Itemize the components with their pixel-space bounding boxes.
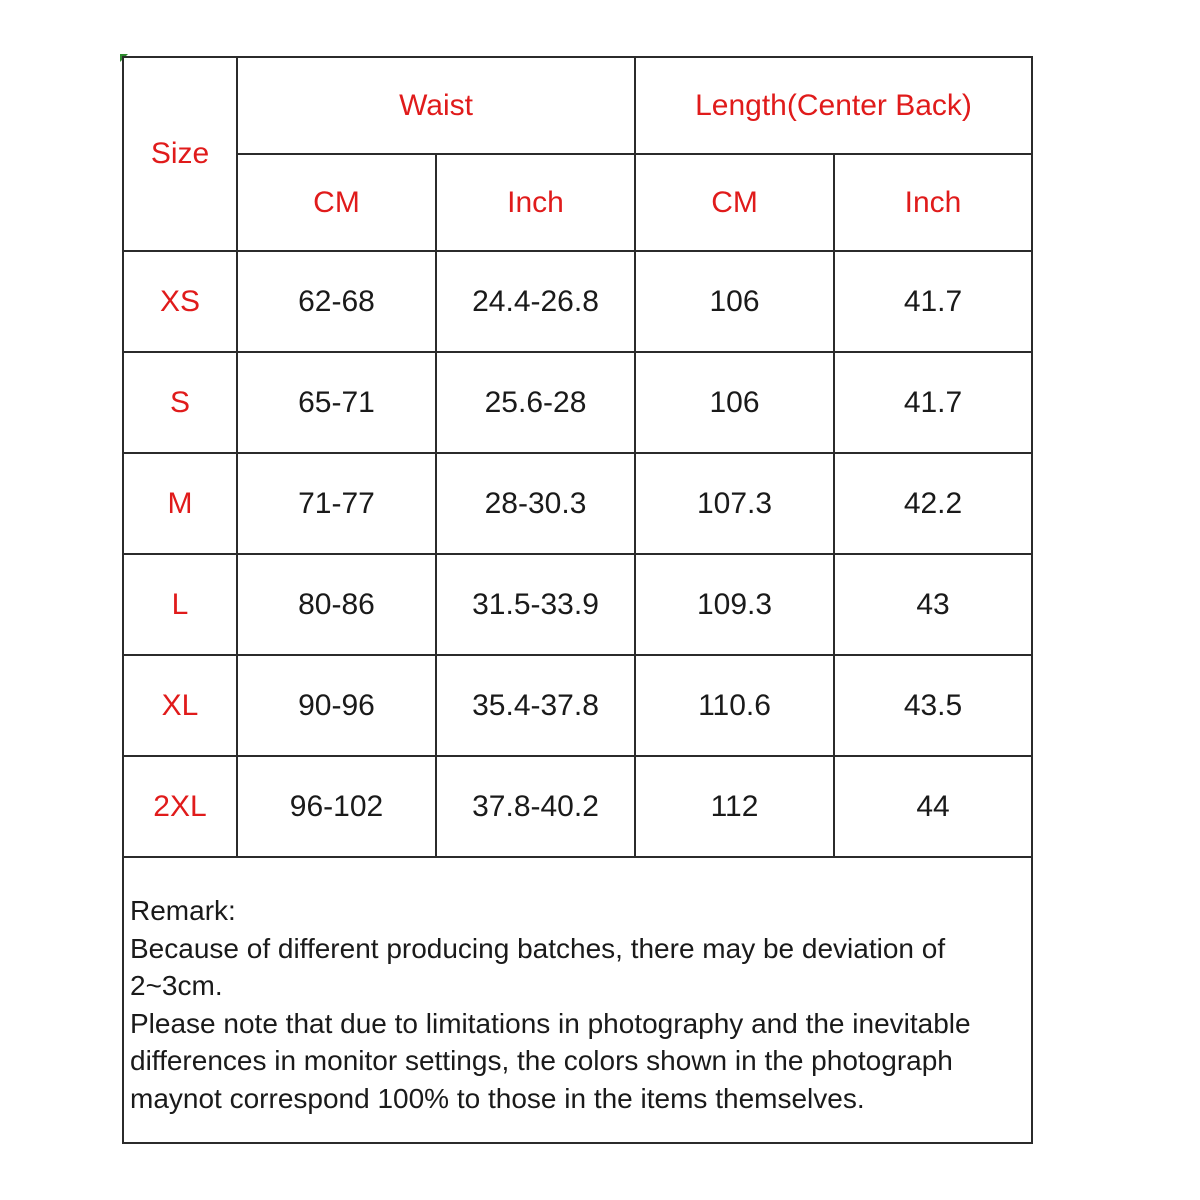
size-cell: XS	[124, 251, 237, 352]
length-cm-cell: 112	[635, 756, 834, 857]
table-row	[124, 352, 1031, 453]
size-table	[124, 58, 1031, 858]
waist-inch-header: Inch	[436, 154, 635, 251]
length-cm-cell: 106	[635, 251, 834, 352]
waist-cm-cell: 71-77	[237, 453, 436, 554]
waist-inch-cell: 37.8-40.2	[436, 756, 635, 857]
header-row-units	[124, 154, 1031, 251]
waist-cm-cell: 90-96	[237, 655, 436, 756]
waist-cm-cell: 62-68	[237, 251, 436, 352]
length-cm-cell: 106	[635, 352, 834, 453]
table-row	[124, 554, 1031, 655]
length-inch-cell: 43.5	[834, 655, 1031, 756]
waist-inch-cell: 31.5-33.9	[436, 554, 635, 655]
size-cell: S	[124, 352, 237, 453]
remark-line: 2~3cm.	[130, 970, 223, 1001]
waist-cm-cell: 96-102	[237, 756, 436, 857]
size-chart	[122, 56, 1033, 1144]
length-cm-cell: 109.3	[635, 554, 834, 655]
size-cell: M	[124, 453, 237, 554]
remark-line: Because of different producing batches, there may be deviation of	[130, 932, 946, 964]
length-cm-cell: 110.6	[635, 655, 834, 756]
length-header: Length(Center Back)	[635, 58, 1031, 154]
length-inch-cell: 44	[834, 756, 1031, 857]
remark-line: differences in monitor settings, the colors shown in the photograph	[130, 1045, 953, 1076]
length-inch-cell: 42.2	[834, 453, 1031, 554]
waist-cm-cell: 80-86	[237, 554, 436, 655]
remark-line: Please note that due to limitations in photography and the inevitable	[130, 1007, 971, 1039]
waist-inch-cell: 35.4-37.8	[436, 655, 635, 756]
size-cell: 2XL	[124, 756, 237, 857]
waist-cm-header: CM	[237, 154, 436, 251]
waist-inch-cell: 24.4-26.8	[436, 251, 635, 352]
table-row	[124, 655, 1031, 756]
table-row	[124, 251, 1031, 352]
length-cm-cell: 107.3	[635, 453, 834, 554]
waist-inch-cell: 28-30.3	[436, 453, 635, 554]
length-inch-cell: 41.7	[834, 251, 1031, 352]
length-inch-cell: 43	[834, 554, 1031, 655]
size-header: Size	[124, 58, 237, 251]
table-row	[124, 453, 1031, 554]
waist-cm-cell: 65-71	[237, 352, 436, 453]
table-row	[124, 756, 1031, 857]
remark-line: maynot correspond 100% to those in the items themselves.	[130, 1082, 865, 1114]
size-cell: XL	[124, 655, 237, 756]
length-inch-header: Inch	[834, 154, 1031, 251]
header-row-groups	[124, 58, 1031, 154]
waist-header: Waist	[237, 58, 635, 154]
size-cell: L	[124, 554, 237, 655]
length-inch-cell: 41.7	[834, 352, 1031, 453]
remark-title: Remark:	[130, 895, 236, 926]
waist-inch-cell: 25.6-28	[436, 352, 635, 453]
remark-section	[130, 892, 1030, 1117]
length-cm-header: CM	[635, 154, 834, 251]
